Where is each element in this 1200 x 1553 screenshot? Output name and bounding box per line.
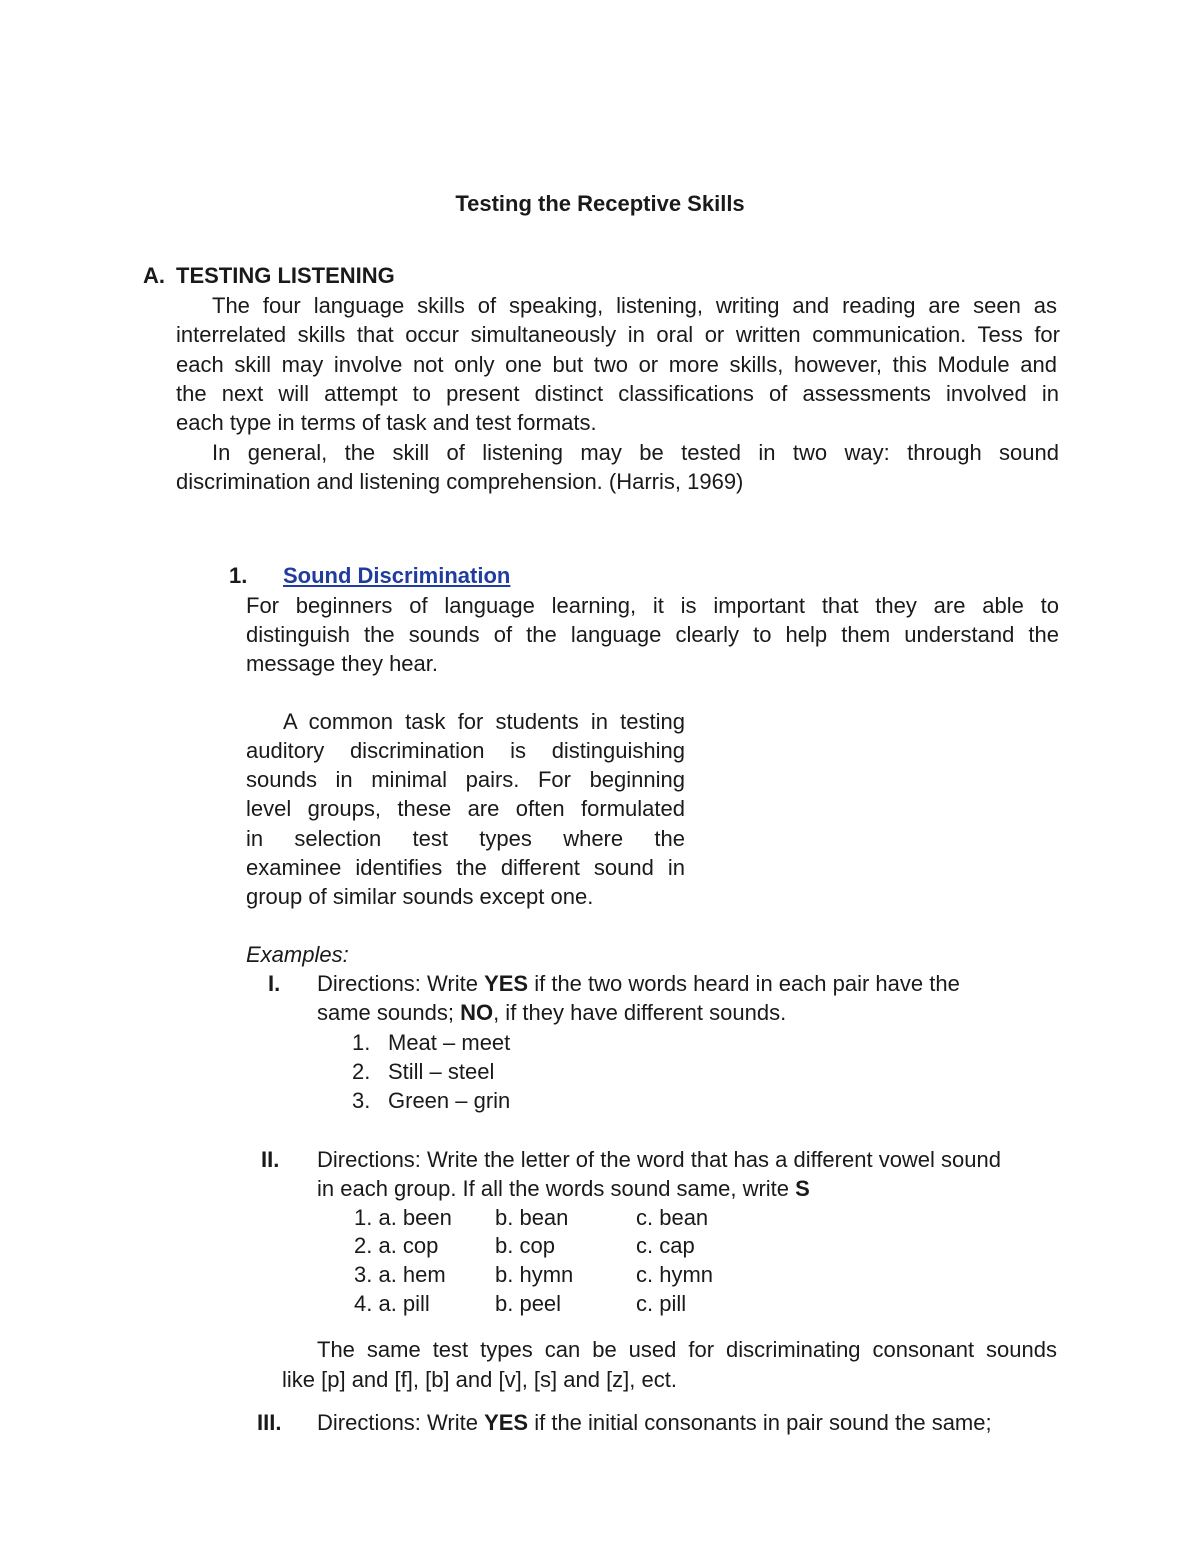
option-c: c. pill [636,1291,687,1316]
example-1-directions-line-1 [317,969,960,999]
paragraph-line: interrelated skills that occur simultaneously in oral or written communication. Tess for [176,322,1060,347]
example-2-numeral: II. [261,1147,280,1172]
text-run: same sounds; [317,1000,461,1025]
yes-keyword: YES [484,1410,529,1435]
option-b: b. cop [495,1233,555,1258]
option-b: b. bean [495,1205,569,1230]
paragraph-line: sounds in minimal pairs. For beginning [246,767,685,792]
text-run: Directions: Write [317,971,485,996]
subsection-number: 1. [229,563,248,588]
paragraph-line: each skill may involve not only one but two or more skills, however, this Module and [176,352,1057,377]
option-a: 2. a. cop [354,1233,439,1258]
option-b: b. peel [495,1291,562,1316]
paragraph-line: like [p] and [f], [b] and [v], [s] and [z], ect. [282,1367,677,1392]
s-keyword: S [795,1176,810,1201]
paragraph-line: For beginners of language learning, it is important that they are able to [246,593,1059,618]
list-item: Green – grin [388,1088,511,1113]
paragraph-line: each type in terms of task and test formats. [176,410,597,435]
example-3-directions-line-1 [317,1408,992,1438]
page-title: Testing the Receptive Skills [455,191,745,216]
paragraph-line: auditory discrimination is distinguishing [246,738,685,763]
paragraph-line: the next will attempt to present distinct classifications of assessments involved in [176,381,1059,406]
examples-label: Examples: [246,942,349,967]
paragraph-line: group of similar sounds except one. [246,884,594,909]
option-a: 4. a. pill [354,1291,430,1316]
yes-keyword: YES [484,971,529,996]
paragraph-line: distinguish the sounds of the language clearly to help them understand the [246,622,1059,647]
list-item-number: 2. [352,1059,371,1084]
paragraph-line: In general, the skill of listening may be tested in two way: through sound [212,440,1059,465]
text-run: if the initial consonants in pair sound the same; [528,1410,992,1435]
example-2-directions-line-2 [317,1174,810,1204]
example-3-numeral: III. [257,1410,282,1435]
text-run: in each group. If all the words sound same, write [317,1176,796,1201]
list-item: Meat – meet [388,1030,511,1055]
option-c: c. cap [636,1233,695,1258]
section-a-letter: A. [143,263,165,288]
option-a: 3. a. hem [354,1262,446,1287]
sound-discrimination-link[interactable]: Sound Discrimination [283,563,511,588]
paragraph-line: discrimination and listening comprehension. (Harris, 1969) [176,469,744,494]
paragraph-line: message they hear. [246,651,439,676]
example-1-numeral: I. [268,971,281,996]
option-c: c. hymn [636,1262,714,1287]
no-keyword: NO [460,1000,494,1025]
text-run: if the two words heard in each pair have the [528,971,960,996]
option-a: 1. a. been [354,1205,452,1230]
example-1-directions-line-2 [317,998,786,1028]
example-2-directions-line-1: Directions: Write the letter of the word that has a different vowel sound [317,1147,1001,1172]
paragraph-line: in selection test types where the [246,826,685,851]
section-a-heading: TESTING LISTENING [176,263,395,288]
option-c: c. bean [636,1205,709,1230]
list-item: Still – steel [388,1059,495,1084]
paragraph-line: A common task for students in testing [283,709,685,734]
paragraph-line: The same test types can be used for discriminating consonant sounds [317,1337,1057,1362]
paragraph-line: The four language skills of speaking, listening, writing and reading are seen as [212,293,1057,318]
option-b: b. hymn [495,1262,574,1287]
list-item-number: 1. [352,1030,371,1055]
text-run: Directions: Write [317,1410,485,1435]
list-item-number: 3. [352,1088,371,1113]
paragraph-line: examinee identifies the different sound in [246,855,685,880]
text-run: , if they have different sounds. [493,1000,787,1025]
paragraph-line: level groups, these are often formulated [246,796,685,821]
